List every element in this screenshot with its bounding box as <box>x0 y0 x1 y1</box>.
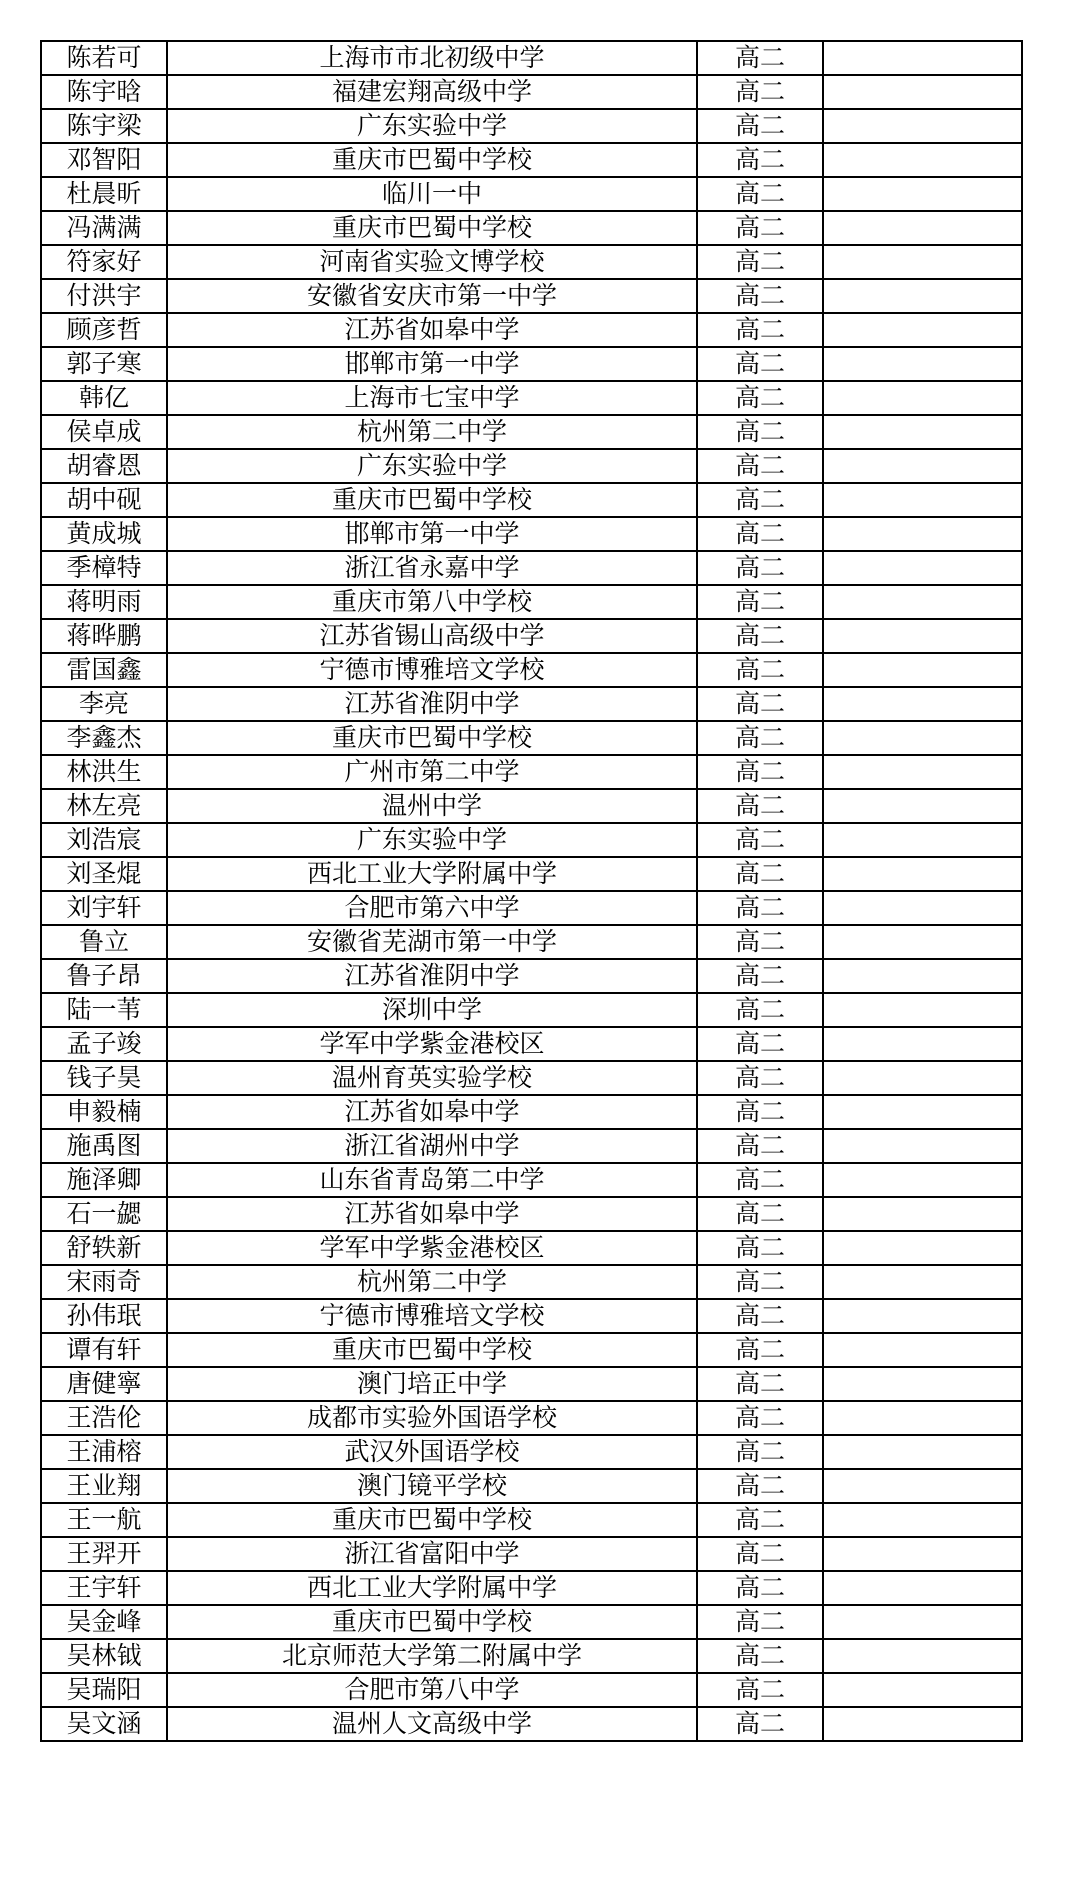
table-row <box>41 551 1022 585</box>
student-name-cell: 王羿开 <box>41 1537 167 1571</box>
table-row <box>41 1673 1022 1707</box>
school-cell: 温州育英实验学校 <box>167 1061 697 1095</box>
grade-cell: 高二 <box>697 959 823 993</box>
grade-cell: 高二 <box>697 619 823 653</box>
grade-cell: 高二 <box>697 585 823 619</box>
table-row <box>41 1537 1022 1571</box>
grade-cell: 高二 <box>697 857 823 891</box>
remark-cell <box>823 313 1022 347</box>
remark-cell <box>823 415 1022 449</box>
remark-cell <box>823 789 1022 823</box>
student-name-cell: 陈若可 <box>41 41 167 75</box>
school-cell: 江苏省淮阴中学 <box>167 687 697 721</box>
school-cell: 合肥市第六中学 <box>167 891 697 925</box>
student-name-cell: 王浩伦 <box>41 1401 167 1435</box>
student-list-table <box>40 40 1023 1742</box>
school-cell: 合肥市第八中学 <box>167 1673 697 1707</box>
grade-cell: 高二 <box>697 1027 823 1061</box>
remark-cell <box>823 1435 1022 1469</box>
table-row <box>41 41 1022 75</box>
remark-cell <box>823 1503 1022 1537</box>
student-name-cell: 付洪宇 <box>41 279 167 313</box>
student-name-cell: 顾彦哲 <box>41 313 167 347</box>
table-row <box>41 279 1022 313</box>
table-row <box>41 1197 1022 1231</box>
table-row <box>41 925 1022 959</box>
table-row <box>41 789 1022 823</box>
student-name-cell: 胡睿恩 <box>41 449 167 483</box>
remark-cell <box>823 1231 1022 1265</box>
student-name-cell: 陆一苇 <box>41 993 167 1027</box>
school-cell: 重庆市第八中学校 <box>167 585 697 619</box>
student-name-cell: 蒋晔鹏 <box>41 619 167 653</box>
grade-cell: 高二 <box>697 1061 823 1095</box>
table-row <box>41 1707 1022 1741</box>
school-cell: 北京师范大学第二附属中学 <box>167 1639 697 1673</box>
student-name-cell: 陈宇梁 <box>41 109 167 143</box>
grade-cell: 高二 <box>697 415 823 449</box>
remark-cell <box>823 245 1022 279</box>
remark-cell <box>823 1265 1022 1299</box>
table-row <box>41 1095 1022 1129</box>
school-cell: 杭州第二中学 <box>167 415 697 449</box>
remark-cell <box>823 1469 1022 1503</box>
school-cell: 宁德市博雅培文学校 <box>167 1299 697 1333</box>
school-cell: 温州中学 <box>167 789 697 823</box>
student-name-cell: 王浦榕 <box>41 1435 167 1469</box>
school-cell: 广东实验中学 <box>167 449 697 483</box>
grade-cell: 高二 <box>697 1197 823 1231</box>
table-row <box>41 891 1022 925</box>
table-row <box>41 245 1022 279</box>
student-name-cell: 蒋明雨 <box>41 585 167 619</box>
remark-cell <box>823 1707 1022 1741</box>
grade-cell: 高二 <box>697 687 823 721</box>
student-name-cell: 舒轶新 <box>41 1231 167 1265</box>
grade-cell: 高二 <box>697 721 823 755</box>
remark-cell <box>823 925 1022 959</box>
table-row <box>41 653 1022 687</box>
grade-cell: 高二 <box>697 109 823 143</box>
student-name-cell: 雷国鑫 <box>41 653 167 687</box>
table-row <box>41 109 1022 143</box>
grade-cell: 高二 <box>697 1707 823 1741</box>
student-name-cell: 符家好 <box>41 245 167 279</box>
student-name-cell: 王一航 <box>41 1503 167 1537</box>
grade-cell: 高二 <box>697 347 823 381</box>
grade-cell: 高二 <box>697 1163 823 1197</box>
remark-cell <box>823 1537 1022 1571</box>
table-row <box>41 517 1022 551</box>
school-cell: 澳门培正中学 <box>167 1367 697 1401</box>
table-row <box>41 177 1022 211</box>
school-cell: 安徽省芜湖市第一中学 <box>167 925 697 959</box>
school-cell: 山东省青岛第二中学 <box>167 1163 697 1197</box>
grade-cell: 高二 <box>697 653 823 687</box>
table-row <box>41 1435 1022 1469</box>
student-name-cell: 宋雨奇 <box>41 1265 167 1299</box>
remark-cell <box>823 1673 1022 1707</box>
grade-cell: 高二 <box>697 1401 823 1435</box>
student-name-cell: 鲁立 <box>41 925 167 959</box>
table-row <box>41 415 1022 449</box>
table-row <box>41 1639 1022 1673</box>
remark-cell <box>823 1095 1022 1129</box>
grade-cell: 高二 <box>697 925 823 959</box>
grade-cell: 高二 <box>697 1333 823 1367</box>
remark-cell <box>823 75 1022 109</box>
school-cell: 成都市实验外国语学校 <box>167 1401 697 1435</box>
student-name-cell: 黄成城 <box>41 517 167 551</box>
school-cell: 重庆市巴蜀中学校 <box>167 1333 697 1367</box>
remark-cell <box>823 1163 1022 1197</box>
student-name-cell: 郭子寒 <box>41 347 167 381</box>
school-cell: 河南省实验文博学校 <box>167 245 697 279</box>
remark-cell <box>823 687 1022 721</box>
table-row <box>41 1299 1022 1333</box>
table-row <box>41 1367 1022 1401</box>
student-name-cell: 邓智阳 <box>41 143 167 177</box>
remark-cell <box>823 1333 1022 1367</box>
school-cell: 学军中学紫金港校区 <box>167 1027 697 1061</box>
grade-cell: 高二 <box>697 279 823 313</box>
remark-cell <box>823 1129 1022 1163</box>
student-name-cell: 申毅楠 <box>41 1095 167 1129</box>
table-row <box>41 959 1022 993</box>
student-name-cell: 谭有轩 <box>41 1333 167 1367</box>
student-name-cell: 李亮 <box>41 687 167 721</box>
student-name-cell: 鲁子昂 <box>41 959 167 993</box>
student-name-cell: 韩亿 <box>41 381 167 415</box>
remark-cell <box>823 585 1022 619</box>
school-cell: 江苏省如皋中学 <box>167 1197 697 1231</box>
grade-cell: 高二 <box>697 551 823 585</box>
student-name-cell: 陈宇晗 <box>41 75 167 109</box>
table-row <box>41 483 1022 517</box>
remark-cell <box>823 1061 1022 1095</box>
student-name-cell: 石一勰 <box>41 1197 167 1231</box>
remark-cell <box>823 619 1022 653</box>
school-cell: 重庆市巴蜀中学校 <box>167 1503 697 1537</box>
school-cell: 学军中学紫金港校区 <box>167 1231 697 1265</box>
school-cell: 重庆市巴蜀中学校 <box>167 721 697 755</box>
table-row <box>41 857 1022 891</box>
grade-cell: 高二 <box>697 211 823 245</box>
student-name-cell: 吴瑞阳 <box>41 1673 167 1707</box>
grade-cell: 高二 <box>697 41 823 75</box>
grade-cell: 高二 <box>697 449 823 483</box>
student-name-cell: 刘圣焜 <box>41 857 167 891</box>
student-name-cell: 林左亮 <box>41 789 167 823</box>
remark-cell <box>823 347 1022 381</box>
grade-cell: 高二 <box>697 1605 823 1639</box>
remark-cell <box>823 517 1022 551</box>
remark-cell <box>823 381 1022 415</box>
school-cell: 江苏省如皋中学 <box>167 1095 697 1129</box>
grade-cell: 高二 <box>697 1673 823 1707</box>
grade-cell: 高二 <box>697 1537 823 1571</box>
student-name-cell: 刘宇轩 <box>41 891 167 925</box>
grade-cell: 高二 <box>697 789 823 823</box>
school-cell: 广州市第二中学 <box>167 755 697 789</box>
student-name-cell: 施泽卿 <box>41 1163 167 1197</box>
student-name-cell: 唐健寧 <box>41 1367 167 1401</box>
remark-cell <box>823 143 1022 177</box>
table-row <box>41 1231 1022 1265</box>
student-name-cell: 吴金峰 <box>41 1605 167 1639</box>
remark-cell <box>823 857 1022 891</box>
table-row <box>41 755 1022 789</box>
table-row <box>41 721 1022 755</box>
school-cell: 重庆市巴蜀中学校 <box>167 1605 697 1639</box>
school-cell: 江苏省锡山高级中学 <box>167 619 697 653</box>
school-cell: 临川一中 <box>167 177 697 211</box>
remark-cell <box>823 109 1022 143</box>
school-cell: 上海市市北初级中学 <box>167 41 697 75</box>
remark-cell <box>823 177 1022 211</box>
remark-cell <box>823 891 1022 925</box>
student-name-cell: 李鑫杰 <box>41 721 167 755</box>
remark-cell <box>823 823 1022 857</box>
grade-cell: 高二 <box>697 143 823 177</box>
remark-cell <box>823 1197 1022 1231</box>
grade-cell: 高二 <box>697 1435 823 1469</box>
table-row <box>41 1061 1022 1095</box>
grade-cell: 高二 <box>697 177 823 211</box>
school-cell: 杭州第二中学 <box>167 1265 697 1299</box>
table-row <box>41 1265 1022 1299</box>
table-row <box>41 585 1022 619</box>
table-row <box>41 687 1022 721</box>
table-row <box>41 993 1022 1027</box>
school-cell: 广东实验中学 <box>167 823 697 857</box>
table-row <box>41 1401 1022 1435</box>
grade-cell: 高二 <box>697 1095 823 1129</box>
grade-cell: 高二 <box>697 517 823 551</box>
school-cell: 浙江省永嘉中学 <box>167 551 697 585</box>
remark-cell <box>823 1571 1022 1605</box>
table-row <box>41 143 1022 177</box>
grade-cell: 高二 <box>697 313 823 347</box>
school-cell: 重庆市巴蜀中学校 <box>167 143 697 177</box>
school-cell: 广东实验中学 <box>167 109 697 143</box>
table-row <box>41 1333 1022 1367</box>
table-row <box>41 449 1022 483</box>
remark-cell <box>823 721 1022 755</box>
student-name-cell: 吴文涵 <box>41 1707 167 1741</box>
table-row <box>41 1027 1022 1061</box>
student-list-body <box>41 41 1022 1741</box>
remark-cell <box>823 1367 1022 1401</box>
grade-cell: 高二 <box>697 245 823 279</box>
grade-cell: 高二 <box>697 823 823 857</box>
table-row <box>41 75 1022 109</box>
school-cell: 温州人文高级中学 <box>167 1707 697 1741</box>
school-cell: 武汉外国语学校 <box>167 1435 697 1469</box>
remark-cell <box>823 1299 1022 1333</box>
remark-cell <box>823 1605 1022 1639</box>
school-cell: 浙江省湖州中学 <box>167 1129 697 1163</box>
student-name-cell: 王业翔 <box>41 1469 167 1503</box>
grade-cell: 高二 <box>697 483 823 517</box>
remark-cell <box>823 1027 1022 1061</box>
grade-cell: 高二 <box>697 1129 823 1163</box>
table-row <box>41 1571 1022 1605</box>
table-row <box>41 313 1022 347</box>
student-name-cell: 钱子昊 <box>41 1061 167 1095</box>
grade-cell: 高二 <box>697 1571 823 1605</box>
grade-cell: 高二 <box>697 1231 823 1265</box>
grade-cell: 高二 <box>697 755 823 789</box>
remark-cell <box>823 211 1022 245</box>
student-name-cell: 刘浩宸 <box>41 823 167 857</box>
remark-cell <box>823 653 1022 687</box>
student-name-cell: 季樟特 <box>41 551 167 585</box>
student-name-cell: 孟子竣 <box>41 1027 167 1061</box>
school-cell: 邯郸市第一中学 <box>167 347 697 381</box>
table-row <box>41 1503 1022 1537</box>
grade-cell: 高二 <box>697 1503 823 1537</box>
school-cell: 西北工业大学附属中学 <box>167 1571 697 1605</box>
school-cell: 西北工业大学附属中学 <box>167 857 697 891</box>
grade-cell: 高二 <box>697 1265 823 1299</box>
remark-cell <box>823 1401 1022 1435</box>
student-name-cell: 王宇轩 <box>41 1571 167 1605</box>
grade-cell: 高二 <box>697 993 823 1027</box>
school-cell: 江苏省如皋中学 <box>167 313 697 347</box>
student-name-cell: 胡中砚 <box>41 483 167 517</box>
remark-cell <box>823 41 1022 75</box>
school-cell: 浙江省富阳中学 <box>167 1537 697 1571</box>
student-name-cell: 施禹图 <box>41 1129 167 1163</box>
grade-cell: 高二 <box>697 1299 823 1333</box>
table-row <box>41 1469 1022 1503</box>
table-row <box>41 211 1022 245</box>
grade-cell: 高二 <box>697 381 823 415</box>
grade-cell: 高二 <box>697 1469 823 1503</box>
student-name-cell: 杜晨昕 <box>41 177 167 211</box>
school-cell: 邯郸市第一中学 <box>167 517 697 551</box>
grade-cell: 高二 <box>697 1367 823 1401</box>
school-cell: 上海市七宝中学 <box>167 381 697 415</box>
school-cell: 宁德市博雅培文学校 <box>167 653 697 687</box>
student-name-cell: 吴林钺 <box>41 1639 167 1673</box>
school-cell: 澳门镜平学校 <box>167 1469 697 1503</box>
grade-cell: 高二 <box>697 891 823 925</box>
student-name-cell: 林洪生 <box>41 755 167 789</box>
remark-cell <box>823 279 1022 313</box>
student-name-cell: 孙伟珉 <box>41 1299 167 1333</box>
grade-cell: 高二 <box>697 75 823 109</box>
school-cell: 深圳中学 <box>167 993 697 1027</box>
remark-cell <box>823 993 1022 1027</box>
table-row <box>41 1605 1022 1639</box>
remark-cell <box>823 959 1022 993</box>
student-name-cell: 侯卓成 <box>41 415 167 449</box>
remark-cell <box>823 755 1022 789</box>
remark-cell <box>823 449 1022 483</box>
table-row <box>41 1129 1022 1163</box>
table-row <box>41 823 1022 857</box>
school-cell: 安徽省安庆市第一中学 <box>167 279 697 313</box>
school-cell: 重庆市巴蜀中学校 <box>167 483 697 517</box>
table-row <box>41 347 1022 381</box>
remark-cell <box>823 551 1022 585</box>
school-cell: 福建宏翔高级中学 <box>167 75 697 109</box>
table-row <box>41 381 1022 415</box>
student-name-cell: 冯满满 <box>41 211 167 245</box>
remark-cell <box>823 1639 1022 1673</box>
remark-cell <box>823 483 1022 517</box>
school-cell: 重庆市巴蜀中学校 <box>167 211 697 245</box>
school-cell: 江苏省淮阴中学 <box>167 959 697 993</box>
table-row <box>41 1163 1022 1197</box>
grade-cell: 高二 <box>697 1639 823 1673</box>
table-row <box>41 619 1022 653</box>
